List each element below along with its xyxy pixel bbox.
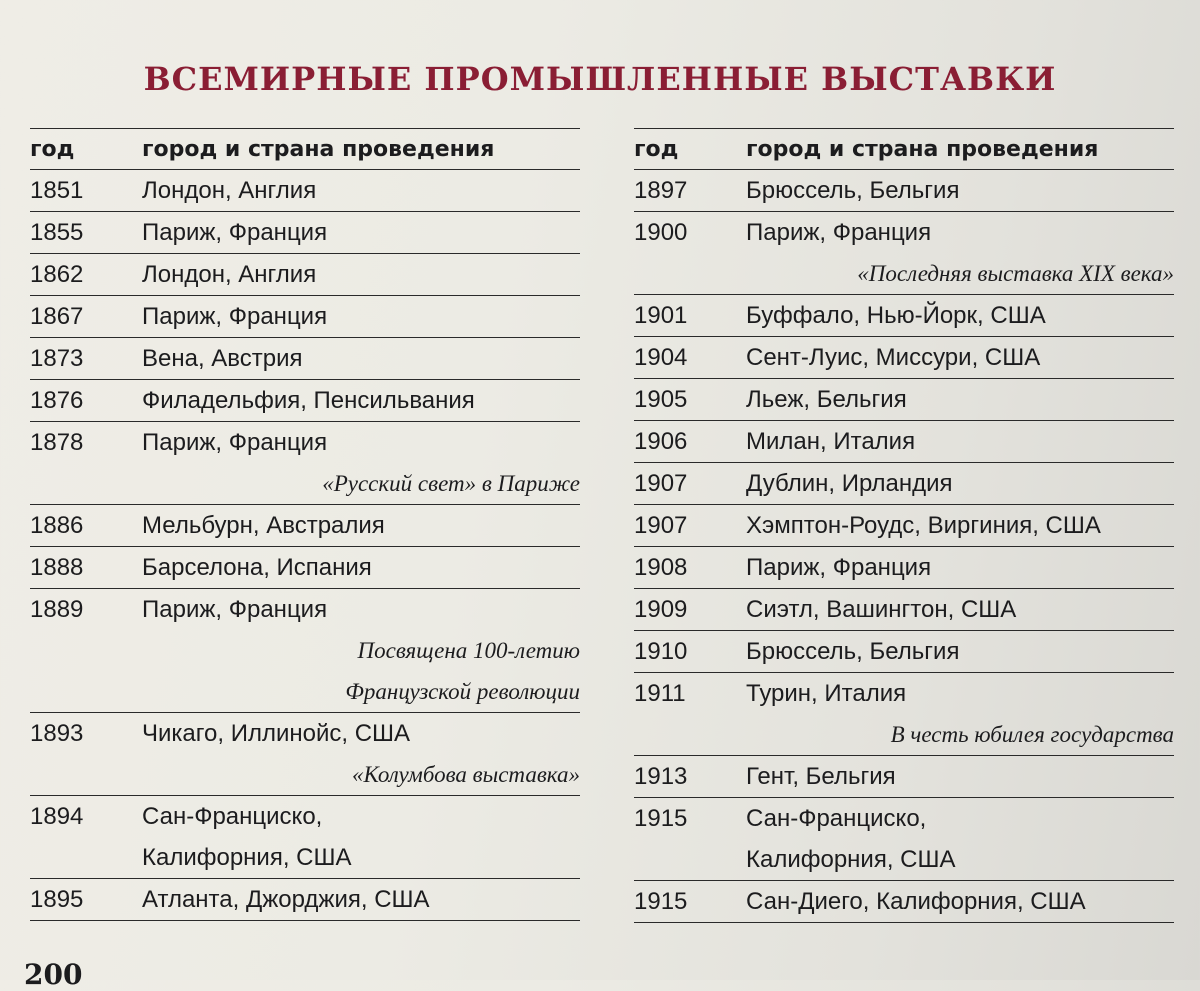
row-main-line: [30, 380, 580, 421]
row-place: Париж, Франция: [746, 553, 932, 581]
row-place: Чикаго, Иллинойс, США: [142, 719, 411, 747]
row-place: Дублин, Ирландия: [746, 469, 953, 497]
row-year: 1897: [634, 176, 688, 204]
row-year: 1905: [634, 385, 688, 413]
row-place: Вена, Австрия: [142, 344, 303, 372]
row-main-line: [634, 170, 1174, 211]
row-main-line: [634, 589, 1174, 630]
row-year: 1876: [30, 386, 84, 414]
table-row: [30, 170, 580, 212]
row-note: «Последняя выставка XIX века»: [857, 260, 1174, 286]
table-row: [634, 463, 1174, 505]
row-place: Сент-Луис, Миссури, США: [746, 343, 1041, 371]
table-row: [634, 589, 1174, 631]
place-column-header: город и страна проведения: [746, 136, 1099, 162]
page-number: 200: [24, 958, 83, 991]
row-main-line: [634, 212, 1174, 253]
row-place: Льеж, Бельгия: [746, 385, 907, 413]
row-year: 1915: [634, 887, 688, 915]
year-column-header: год: [30, 136, 75, 162]
table-row: [30, 296, 580, 338]
row-continuation-line: [30, 837, 580, 878]
row-year: 1888: [30, 553, 84, 581]
row-year: 1907: [634, 511, 688, 539]
row-place: Париж, Франция: [142, 595, 328, 623]
row-year: 1895: [30, 885, 84, 913]
row-place: Филадельфия, Пенсильвания: [142, 386, 475, 414]
row-place: Париж, Франция: [746, 218, 932, 246]
row-year: 1908: [634, 553, 688, 581]
row-year: 1873: [30, 344, 84, 372]
table-header: [634, 129, 1174, 170]
row-year: 1862: [30, 260, 84, 288]
row-main-line: [30, 589, 580, 630]
table-row: [634, 756, 1174, 798]
row-note: В честь юбилея государства: [890, 721, 1174, 747]
row-main-line: [30, 338, 580, 379]
table-row: [30, 422, 580, 505]
row-main-line: [634, 631, 1174, 672]
row-note: Французской революции: [345, 678, 580, 704]
row-place: Париж, Франция: [142, 218, 328, 246]
table-row: [30, 212, 580, 254]
table-row: [634, 379, 1174, 421]
year-column-header: год: [634, 136, 679, 162]
row-place: Атланта, Джорджия, США: [142, 885, 430, 913]
table-row: [634, 421, 1174, 463]
table-row: [30, 589, 580, 713]
row-year: 1878: [30, 428, 84, 456]
row-main-line: [634, 379, 1174, 420]
row-place: Сан-Франциско,: [142, 802, 323, 830]
row-place: Лондон, Англия: [142, 260, 317, 288]
table-row: [30, 338, 580, 380]
row-note: Посвящена 100-летию: [357, 637, 580, 663]
row-main-line: [30, 505, 580, 546]
row-place: Лондон, Англия: [142, 176, 317, 204]
table-row: [634, 631, 1174, 673]
table-row: [634, 505, 1174, 547]
row-main-line: [634, 673, 1174, 714]
table-row: [634, 170, 1174, 212]
row-year: 1907: [634, 469, 688, 497]
row-main-line: [634, 421, 1174, 462]
row-main-line: [634, 337, 1174, 378]
row-place: Буффало, Нью-Йорк, США: [746, 301, 1046, 329]
row-year: 1886: [30, 511, 84, 539]
row-year: 1900: [634, 218, 688, 246]
row-place: Гент, Бельгия: [746, 762, 896, 790]
row-place: Сан-Диего, Калифорния, США: [746, 887, 1086, 915]
exhibitions-table-right: [634, 128, 1174, 923]
row-year: 1909: [634, 595, 688, 623]
page-title: ВСЕМИРНЫЕ ПРОМЫШЛЕННЫЕ ВЫСТАВКИ: [143, 60, 1057, 98]
row-main-line: [634, 295, 1174, 336]
table-row: [634, 798, 1174, 881]
table-row: [634, 337, 1174, 379]
table-row: [30, 879, 580, 921]
row-place: Хэмптон-Роудс, Виргиния, США: [746, 511, 1101, 539]
row-main-line: [30, 254, 580, 295]
row-place-continued: Калифорния, США: [142, 843, 352, 871]
row-year: 1867: [30, 302, 84, 330]
place-column-header: город и страна проведения: [142, 136, 495, 162]
table-row: [634, 881, 1174, 923]
row-year: 1851: [30, 176, 84, 204]
row-year: 1911: [634, 679, 686, 707]
row-place: Брюссель, Бельгия: [746, 637, 960, 665]
table-row: [634, 212, 1174, 295]
row-year: 1855: [30, 218, 84, 246]
row-main-line: [30, 879, 580, 920]
row-year: 1904: [634, 343, 688, 371]
row-main-line: [634, 881, 1174, 922]
table-row: [30, 547, 580, 589]
row-continuation-line: [634, 839, 1174, 880]
row-main-line: [30, 547, 580, 588]
table-row: [30, 505, 580, 547]
row-place: Мельбурн, Австралия: [142, 511, 385, 539]
table-row: [634, 547, 1174, 589]
row-year: 1889: [30, 595, 84, 623]
row-year: 1893: [30, 719, 84, 747]
row-year: 1894: [30, 802, 84, 830]
row-place: Милан, Италия: [746, 427, 916, 455]
row-main-line: [30, 422, 580, 463]
table-row: [30, 254, 580, 296]
row-main-line: [634, 798, 1174, 839]
row-main-line: [30, 170, 580, 211]
row-place: Сиэтл, Вашингтон, США: [746, 595, 1017, 623]
row-main-line: [30, 296, 580, 337]
row-year: 1910: [634, 637, 688, 665]
row-year: 1913: [634, 762, 688, 790]
exhibitions-table-left: [30, 128, 580, 921]
row-note: «Русский свет» в Париже: [322, 470, 580, 496]
row-main-line: [30, 796, 580, 837]
table-header: [30, 129, 580, 170]
row-main-line: [634, 756, 1174, 797]
row-place: Турин, Италия: [746, 679, 907, 707]
table-row: [634, 673, 1174, 756]
row-year: 1901: [634, 301, 688, 329]
row-year: 1915: [634, 804, 688, 832]
row-year: 1906: [634, 427, 688, 455]
row-note: «Колумбова выставка»: [351, 761, 580, 787]
row-main-line: [30, 212, 580, 253]
row-place: Барселона, Испания: [142, 553, 372, 581]
row-main-line: [634, 505, 1174, 546]
row-place: Сан-Франциско,: [746, 804, 927, 832]
row-place: Париж, Франция: [142, 428, 328, 456]
row-main-line: [634, 463, 1174, 504]
row-place: Париж, Франция: [142, 302, 328, 330]
table-row: [30, 380, 580, 422]
table-row: [30, 796, 580, 879]
row-place-continued: Калифорния, США: [746, 845, 956, 873]
table-row: [30, 713, 580, 796]
row-main-line: [634, 547, 1174, 588]
table-row: [634, 295, 1174, 337]
row-place: Брюссель, Бельгия: [746, 176, 960, 204]
row-main-line: [30, 713, 580, 754]
